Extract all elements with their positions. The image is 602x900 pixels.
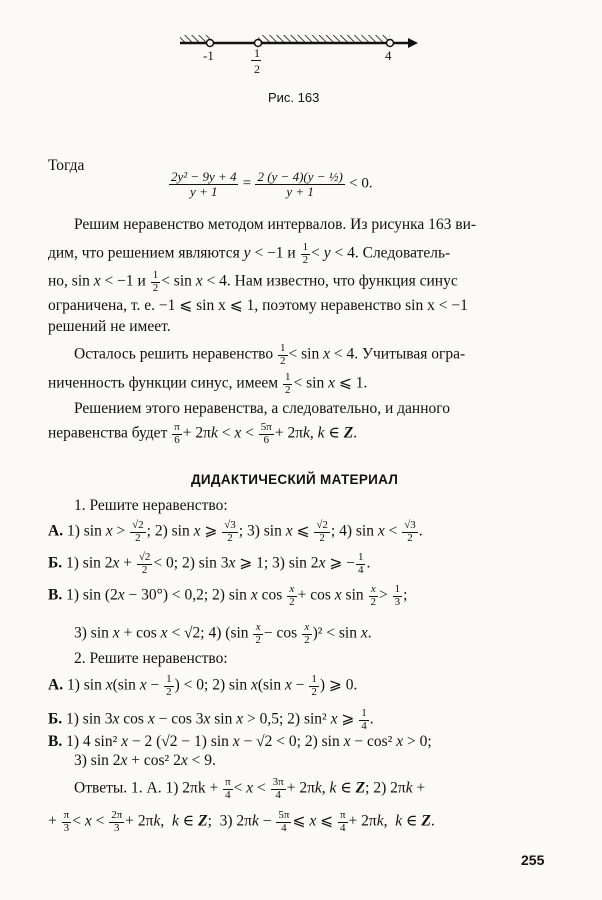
answers-line1: Ответы. 1. А. 1) 2πk + $\frac{\pi}{4}$ < x < $\frac{3\pi}{4}$ + 2πk, k ∈ Z; 2) 2πk + [74,776,426,801]
point-four [387,40,394,47]
tick-label-four: 4 [385,48,392,63]
point-minus-one [207,40,214,47]
tick-label-half-den: 2 [254,62,260,76]
task1-title: 1. Решите неравенство: [74,497,228,514]
page-number: 255 [521,852,545,868]
task2-title: 2. Решите неравенство: [74,650,228,667]
axis-arrow [408,38,418,48]
figure-caption: Рис. 163 [268,90,320,105]
section-heading: ДИДАКТИЧЕСКИЙ МАТЕРИАЛ [191,472,399,487]
task1-B: Б. 1) sin 2x + $\frac{√2}{2}$ < 0; 2) sin 3x ⩾ 1; 3) sin 2x ⩾ − $\frac{1}{4}$ . [48,551,371,576]
task1-V: В. 1) sin (2x − 30°) < 0,2; 2) sin x cos $\frac{x}{2}$ + cos x sin $\frac{x}{2}$ > $\frac{1}{3}$ ; [48,583,408,608]
tick-label-minus-one: -1 [203,48,214,63]
p1-line1: Решим неравенство методом интервалов. Из рисунка 163 ви- [74,216,477,233]
task2-B: Б. 1) sin 3x cos x − cos 3x sin x > 0,5; 2) sin² x ⩾ $\frac{1}{4}$ . [48,707,374,732]
text-togda: Тогда [48,157,85,174]
task1-A: А. 1) sin x > $\frac{√2}{2}$ ; 2) sin x ⩾ $\frac{√3}{2}$ ; 3) sin x ⩽ $\frac{√2}{2}$ ; 4) sin x < $\frac{√3}{2}$ . [48,519,423,544]
tick-label-half-num: 1 [254,46,260,60]
task2-V2: 3) sin 2x + cos² 2x < 9. [74,752,216,769]
task2-A: А. 1) sin x(sin x − $\frac{1}{2}$ ) < 0; 2) sin x(sin x − $\frac{1}{2}$ ) ⩾ 0. [48,673,358,698]
answers-line2: + $\frac{\pi}{3}$ < x < $\frac{2\pi}{3}$ + 2πk, k ∈ Z; 3) 2πk − $\frac{5\pi}{4}$ ⩽ x ⩽ $\frac{\pi}{4}$ + 2πk, k ∈ Z. [48,809,435,834]
p3-line1: Решением этого неравенства, а следовательно, и данного [74,400,450,417]
task1-V2: 3) sin x + cos x < √2; 4) (sin $\frac{x}{2}$ − cos $\frac{x}{2}$ )² < sin x. [74,621,372,646]
p1-line2: дим, что решением являются y < −1 и $\frac{1}{2}$ < y < 4. Следователь- [48,241,451,266]
formula-main: $\frac{\text{2y² − 9y + 4}}{y + 1}$ = $\frac{\text{2 (y − 4)(y − ½)}}{y + 1}$ < 0. [171,169,373,199]
p1-line3: но, sin x < −1 и $\frac{1}{2}$ < sin x < 4. Нам известно, что функция синус [48,269,458,294]
p2-line2: ниченность функции синус, имеем $\frac{1}{2}$ < sin x ⩽ 1. [48,371,368,396]
p1-line4: ограничена, т. е. −1 ⩽ sin x ⩽ 1, поэтому неравенство sin x < −1 [48,297,468,314]
p3-line2: неравенства будет $\frac{\pi}{6}$ + 2πk < x < $\frac{5\pi}{6}$ + 2πk, k ∈ Z. [48,421,358,446]
p2-line1: Осталось решить неравенство $\frac{1}{2}$ < sin x < 4. Учитывая огра- [74,342,466,367]
task2-V: В. 1) 4 sin² x − 2 (√2 − 1) sin x − √2 < 0; 2) sin x − cos² x > 0; [48,733,432,750]
p1-line5: решений не имеет. [48,318,171,335]
